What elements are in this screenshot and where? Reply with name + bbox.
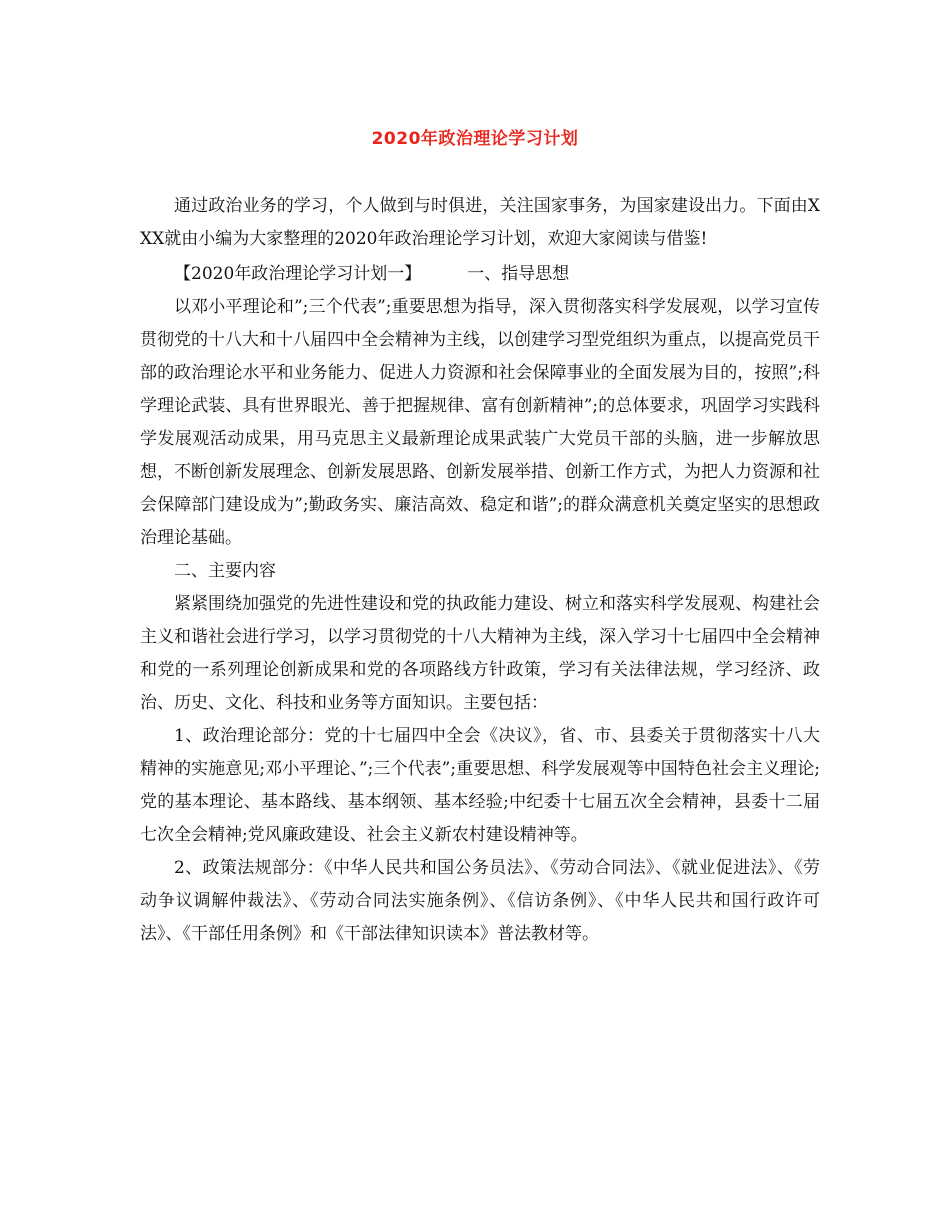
item-one-paragraph: 1、政治理论部分：党的十七届四中全会《决议》，省、市、县委关于贯彻落实十八大精神的实施意见;邓小平理论、”;三个代表”;重要思想、科学发展观等中国特色社会主义理论;党的基本理论、基本路线、基本纲领、基本经验;中纪委十七届五次全会精神，县委十二届七次全会精神;党风廉政建设、社会主义新农村建设精神等。: [140, 726, 820, 845]
item-two-paragraph: 2、政策法规部分：《中华人民共和国公务员法》、《劳动合同法》、《就业促进法》、《劳动争议调解仲裁法》、《劳动合同法实施条例》、《信访条例》、《中华人民共和国行政许可法》、《干部任用条例》和《干部法律知识读本》普法教材等。: [140, 858, 820, 944]
section-one-paragraph: 以邓小平理论和”;三个代表”;重要思想为指导，深入贯彻落实科学发展观，以学习宣传贯彻党的十八大和十八届四中全会精神为主线，以创建学习型党组织为重点，以提高党员干部的政治理论水平和业务能力、促进人力资源和社会保障事业的全面发展为目的，按照”;科学理论武装、具有世界眼光、善于把握规律、富有创新精神”;的总体要求，巩固学习实践科学发展观活动成果，用马克思主义最新理论成果武装广大党员干部的头脑，进一步解放思想，不断创新发展理念、创新发展思路、创新发展举措、创新工作方式，为把人力资源和社会保障部门建设成为”;勤政务实、廉洁高效、稳定和谐”;的群众满意机关奠定坚实的思想政治理论基础。: [140, 297, 820, 548]
document-title: 2020年政治理论学习计划: [371, 129, 579, 149]
section-one-heading: 一、指导思想: [467, 264, 570, 284]
section-two-paragraph: 紧紧围绕加强党的先进性建设和党的执政能力建设、树立和落实科学发展观、构建社会主义和谐社会进行学习，以学习贯彻党的十八大精神为主线，深入学习十七届四中全会精神和党的一系列理论创新成果和党的各项路线方针政策，学习有关法律法规，学习经济、政治、历史、文化、科技和业务等方面知识。主要包括：: [140, 594, 820, 713]
plan-heading-line: [140, 258, 820, 291]
intro-paragraph: 通过政治业务的学习，个人做到与时俱进，关注国家事务，为国家建设出力。下面由XXX就由小编为大家整理的2020年政治理论学习计划，欢迎大家阅读与借鉴!: [140, 196, 820, 249]
section-two-heading: 二、主要内容: [174, 561, 276, 581]
document-body: [140, 190, 820, 951]
plan-heading: 【2020年政治理论学习计划一】: [174, 264, 422, 284]
